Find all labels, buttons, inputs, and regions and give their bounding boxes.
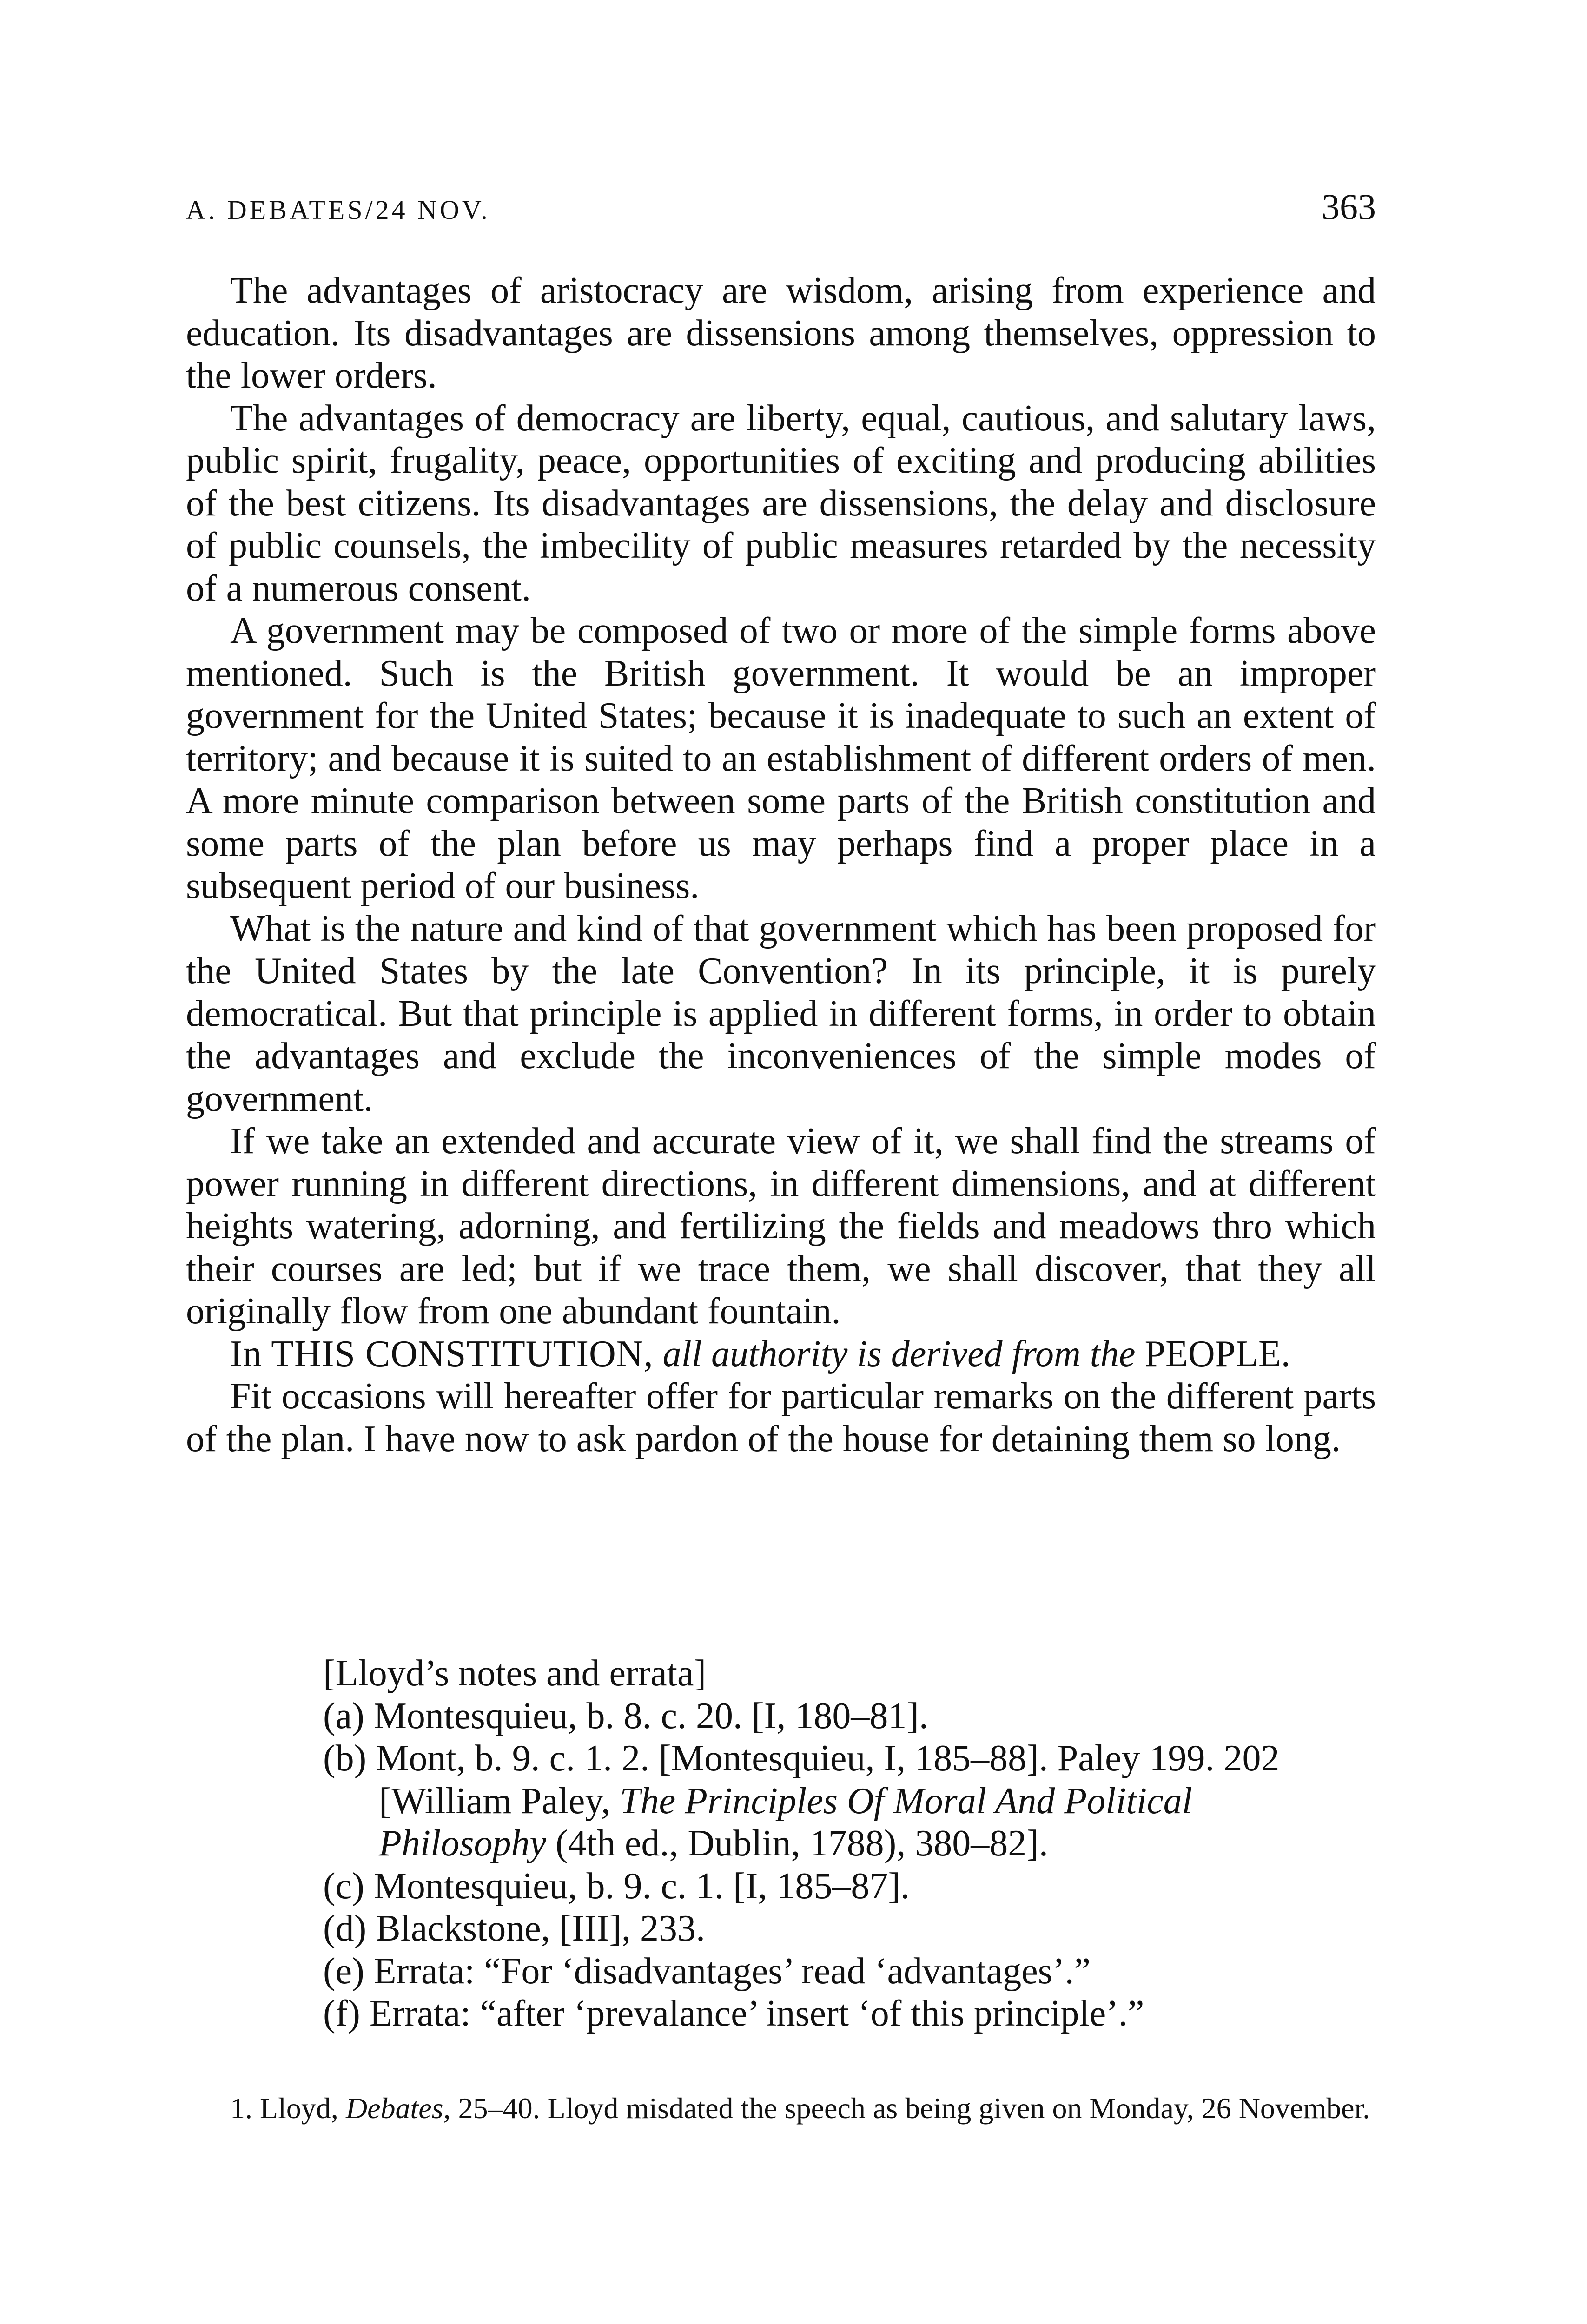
note-e: (e) Errata: “For ‘disadvantages’ read ‘advantages’.” [323, 1950, 1091, 1992]
note-a: (a) Montesquieu, b. 8. c. 20. [I, 180–81]. [323, 1695, 928, 1736]
note-b-title: The Principles Of Moral And Political Philosophy [379, 1780, 1192, 1864]
running-head: A. DEBATES/24 NOV. [186, 195, 490, 225]
note-c: (c) Montesquieu, b. 9. c. 1. [I, 185–87]. [323, 1865, 910, 1907]
paragraph-democracy: The advantages of democracy are liberty, equal, cautious, and salutary laws, public spirit, frugality, peace, opportunities of exciting and producing abilities of the best citizens. Its disadvantages are dissensions, the delay and disclosure of public counsels, the imbecility of public measures retarded by the necessity of a numerous consent. [186, 397, 1376, 609]
constitution-suffix: PEOPLE. [1144, 1333, 1290, 1374]
constitution-italic: all authority is derived from the [662, 1333, 1136, 1374]
paragraph-nature-of-government: What is the nature and kind of that government which has been proposed for the United States by the late Convention? In its principle, it is purely democratical. But that principle is applied in different forms, in order to obtain the advantages and exclude the inconveniences of the simple modes of government. [186, 908, 1376, 1119]
note-b-suffix: (4th ed., Dublin, 1788), 380–82]. [555, 1823, 1048, 1864]
page-header [186, 186, 1376, 228]
note-b-prefix: (b) Mont, b. 9. c. 1. 2. [Montesquieu, I, 185–88]. Paley 199. 202 [William Paley, [323, 1738, 1280, 1822]
footnote-1 [186, 2089, 1376, 2127]
notes-heading: [Lloyd’s notes and errata] [323, 1653, 707, 1694]
footnotes [186, 2089, 1376, 2127]
main-text [186, 270, 1376, 1460]
paragraph-streams-of-power: If we take an extended and accurate view of it, we shall find the streams of power running in different directions, in different dimensions, and at different heights watering, adorning, and fertilizing the fields and meadows thro which their courses are led; but if we trace them, we shall discover, that they all originally flow from one abundant fountain. [186, 1121, 1376, 1332]
footnote-prefix: 1. Lloyd, [230, 2092, 338, 2125]
note-d: (d) Blackstone, [III], 233. [323, 1908, 705, 1949]
footnote-title: Debates, [345, 2092, 451, 2125]
page-number: 363 [1322, 186, 1376, 227]
paragraph-mixed-government: A government may be composed of two or more of the simple forms above mentioned. Such is the British government. It would be an improper government for the United States; because it is inadequate to such an extent of territory; and because it is suited to an establishment of different orders of men. A more minute comparison between some parts of the British constitution and some parts of the plan before us may perhaps find a proper place in a subsequent period of our business. [186, 610, 1376, 906]
lloyd-notes [323, 1652, 1355, 2035]
footnote-suffix: 25–40. Lloyd misdated the speech as being given on Monday, 26 November. [458, 2092, 1370, 2125]
paragraph-closing: Fit occasions will hereafter offer for particular remarks on the different parts of the plan. I have now to ask pardon of the house for detaining them so long. [186, 1376, 1376, 1459]
constitution-prefix: In THIS CONSTITUTION, [230, 1333, 654, 1374]
note-f: (f) Errata: “after ‘prevalance’ insert ‘of this principle’.” [323, 1993, 1144, 2034]
paragraph-constitution-principle [186, 1333, 1376, 1376]
note-b [323, 1737, 1355, 1865]
paragraph-aristocracy: The advantages of aristocracy are wisdom, arising from experience and education. Its disadvantages are dissensions among themselves, oppression to the lower orders. [186, 270, 1376, 396]
